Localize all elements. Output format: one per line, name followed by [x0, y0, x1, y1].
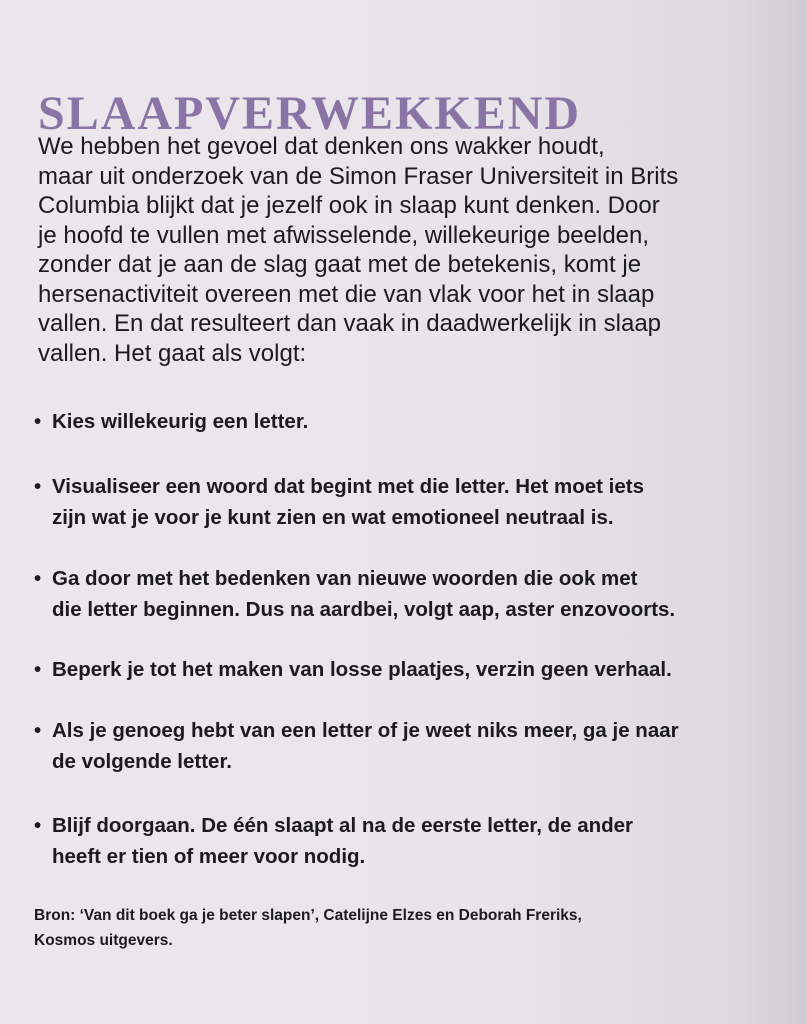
list-item-text: Visualiseer een woord dat begint met die letter. Het moet iets zijn wat je voor je kunt zien en wat emotioneel neutraal is.: [52, 475, 645, 529]
intro-paragraph: We hebben het gevoel dat denken ons wakker houdt, maar uit onderzoek van de Simon Fraser Universiteit in Brits Columbia blijkt dat je jezelf ook in slaap kunt denken. Door je hoofd te vullen met afwisselende, willekeurige beelden, zonder dat je aan de slag gaat met de betekenis, komt je hersenactiviteit overeen met die van vlak voor het in slaap vallen. En dat resulteert dan vaak in daadwerkelijk in slaap vallen. Het gaat als volgt:: [38, 133, 679, 367]
bullet-icon: •: [34, 658, 42, 681]
bullet-icon: •: [34, 719, 42, 742]
bullet-icon: •: [34, 567, 42, 590]
list-item-text: Ga door met het bedenken van nieuwe woorden die ook met die letter beginnen. Dus na aardbei, volgt aap, aster enzovoorts.: [52, 567, 676, 621]
source-citation: Bron: ‘Van dit boek ga je beter slapen’, Catelijne Elzes en Deborah Freriks, Kosmos uitgevers.: [34, 907, 582, 949]
bullet-icon: •: [34, 410, 42, 433]
list-item: [34, 471, 774, 533]
list-item: [34, 654, 774, 685]
list-item: [34, 715, 774, 777]
bullet-icon: •: [34, 814, 42, 837]
list-item-text: Kies willekeurig een letter.: [52, 410, 309, 433]
list-item-text: Blijf doorgaan. De één slaapt al na de eerste letter, de ander heeft er tien of meer voor nodig.: [52, 814, 634, 868]
list-item-text: Beperk je tot het maken van losse plaatjes, verzin geen verhaal.: [52, 658, 672, 681]
page-title: SLAAPVERWEKKEND: [38, 87, 582, 141]
list-item: [34, 406, 774, 437]
bullet-icon: •: [34, 475, 42, 498]
list-item-text: Als je genoeg hebt van een letter of je weet niks meer, ga je naar de volgende letter.: [52, 719, 679, 773]
list-item: [34, 563, 774, 625]
list-item: [34, 810, 774, 872]
